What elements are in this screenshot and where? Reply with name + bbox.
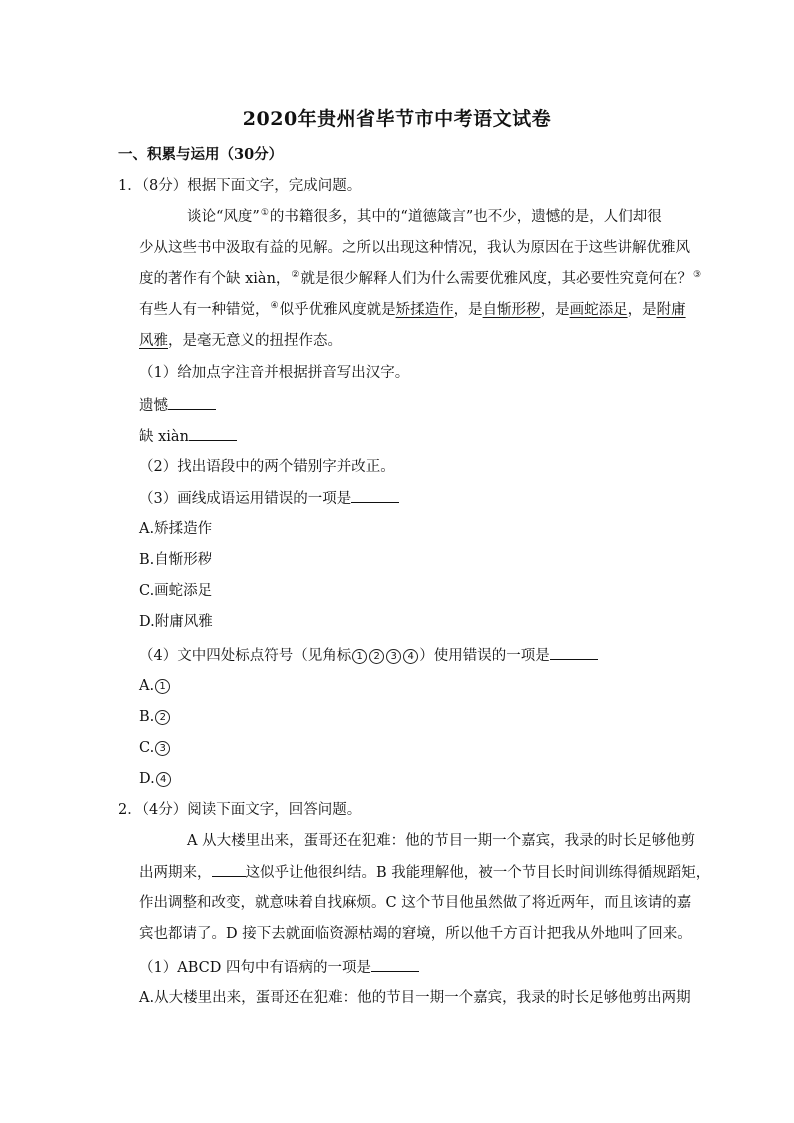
circled-number: 4	[156, 772, 171, 787]
underlined-idiom: 矫揉造作	[395, 302, 454, 318]
sub-question-2: （2）找出语段中的两个错别字并改正。	[139, 459, 395, 475]
passage-line: 有些人有一种错觉，④似乎优雅风度就是矫揉造作，是自惭形秽，是画蛇添足，是附庸	[139, 301, 686, 318]
answer-blank[interactable]	[212, 862, 246, 877]
option[interactable]: A.矫揉造作	[139, 521, 213, 537]
passage-line: 谈论“风度”①的书籍很多，其中的“道德箴言”也不少，遗憾的是，人们却很	[187, 208, 662, 225]
circled-number: 1	[155, 679, 170, 694]
answer-blank[interactable]	[189, 426, 237, 441]
answer-blank[interactable]	[351, 488, 399, 503]
footnote-mark-2: ②	[291, 270, 300, 280]
sub-question-1: （1）给加点字注音并根据拼音写出汉字。	[139, 365, 410, 381]
answer-blank[interactable]	[371, 957, 419, 972]
passage-line: A 从大楼里出来，蛋哥还在犯难：他的节目一期一个嘉宾，我录的时长足够他剪	[187, 833, 696, 849]
page-title: 2020年贵州省毕节市中考语文试卷	[242, 108, 552, 130]
circled-number: 3	[386, 649, 401, 664]
answer-blank[interactable]	[168, 395, 216, 410]
sub-question-3: （3）画线成语运用错误的一项是	[139, 488, 399, 509]
option[interactable]: D. 4	[139, 769, 172, 789]
option[interactable]: D.附庸风雅	[139, 614, 213, 630]
passage-line: 出两期来， 这似乎让他很纠结。B 我能理解他，被一个节目长时间训练得循规蹈矩，	[139, 862, 710, 883]
underlined-idiom: 画蛇添足	[569, 302, 628, 318]
sub-question-1: （1）ABCD 四句中有语病的一项是	[139, 957, 419, 978]
option[interactable]: B. 2	[139, 707, 171, 727]
option[interactable]: A. 1	[139, 676, 171, 696]
question-2-heading: 2．（4分）阅读下面文字，回答问题。	[118, 802, 362, 818]
question-1-heading: 1．（8分）根据下面文字，完成问题。	[118, 178, 362, 194]
circled-number: 4	[403, 649, 418, 664]
section-heading: 一、积累与运用（30分）	[118, 146, 284, 163]
footnote-mark-4: ④	[270, 301, 279, 311]
passage-line: 宾也都请了。D 接下去就面临资源枯竭的窘境，所以他千方百计把我从外地叫了回来。	[139, 926, 692, 942]
answer-blank[interactable]	[550, 645, 598, 660]
option[interactable]: A.从大楼里出来，蛋哥还在犯难：他的节目一期一个嘉宾，我录的时长足够他剪出两期	[139, 990, 691, 1006]
footnote-mark-1: ①	[260, 208, 269, 218]
underlined-idiom: 自惭形秽	[482, 302, 541, 318]
circled-number: 2	[155, 710, 170, 725]
passage-line: 作出调整和改变，就意味着自找麻烦。C 这个节目他虽然做了将近两年，而且该请的嘉	[139, 895, 692, 911]
underlined-idiom: 附庸	[656, 302, 686, 318]
underlined-idiom: 风雅	[139, 333, 168, 349]
option[interactable]: B.自惭形秽	[139, 552, 213, 568]
passage-line: 风雅，是毫无意义的扭捏作态。	[139, 333, 342, 349]
footnote-mark-3: ③	[693, 270, 702, 280]
fill-item: 遗憾	[139, 395, 216, 416]
sub-question-4: （4）文中四处标点符号（见角标 1 2 3 4 ）使用错误的一项是	[139, 645, 598, 666]
passage-line: 度的著作有个缺 xiàn，②就是很少解释人们为什么需要优雅风度，其必要性究竟何在？③	[139, 270, 702, 287]
fill-item: 缺 xiàn	[139, 426, 237, 447]
option[interactable]: C.画蛇添足	[139, 583, 213, 599]
option[interactable]: C. 3	[139, 738, 171, 758]
circled-number: 1	[352, 649, 367, 664]
passage-line: 少从这些书中汲取有益的见解。之所以出现这种情况，我认为原因在于这些讲解优雅风	[139, 240, 690, 256]
circled-number: 2	[369, 649, 384, 664]
circled-number: 3	[155, 741, 170, 756]
